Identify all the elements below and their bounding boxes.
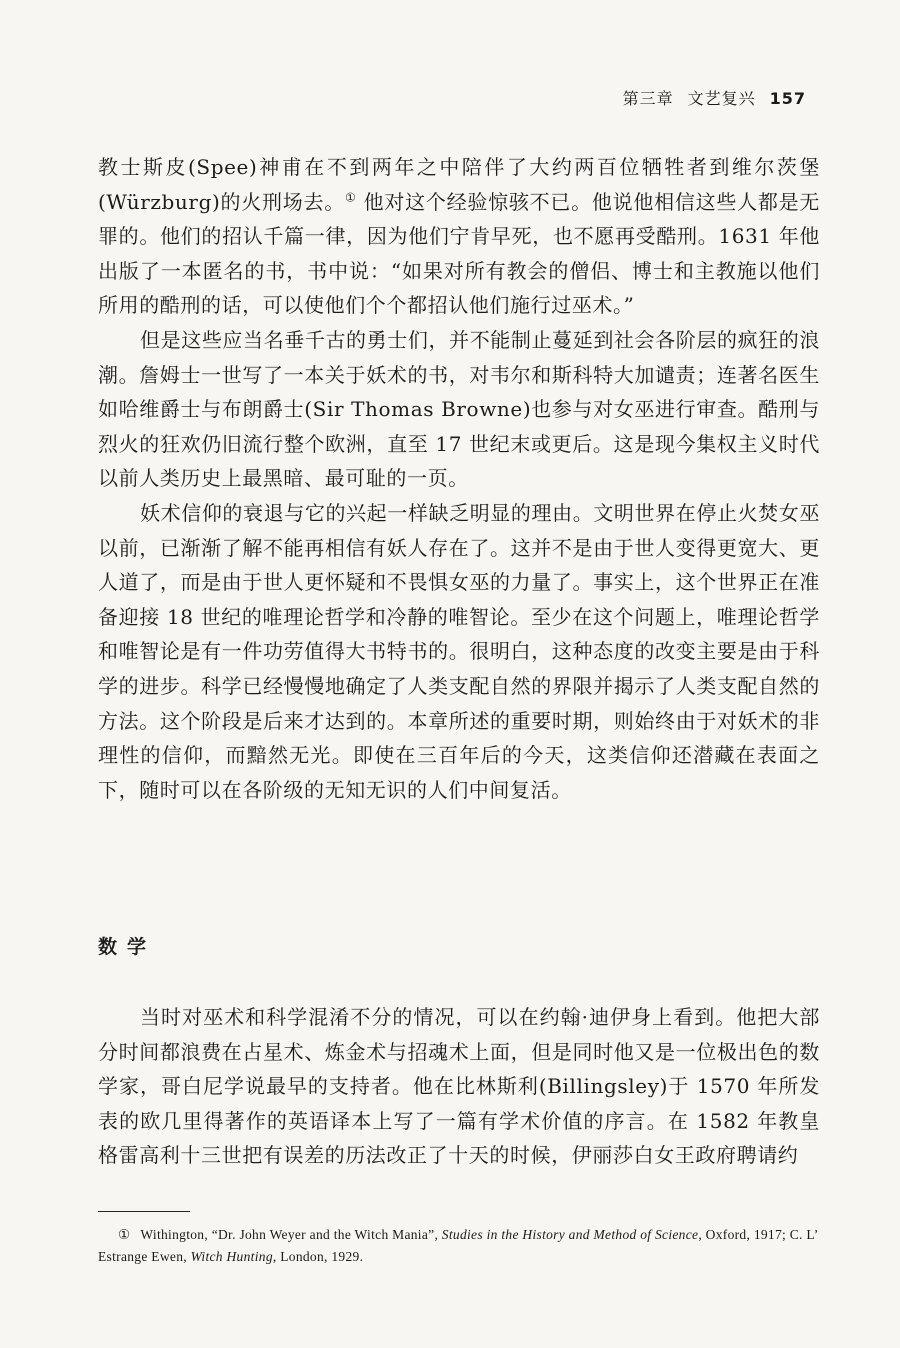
paragraph-1-rest: 他对这个经验惊骇不已。他说他相信这些人都是无罪的。他们的招认千篇一律，因为他们宁肯早死，也不愿再受酷刑。1631 年他出版了一本匿名的书，书中说：“如果对所有教会的僧侣、博士和主教施以他们所用的酷刑的话，可以使他们个个都招认他们施行过巫术。” (98, 189, 820, 318)
footnote-text-2: , Oxford, 1917; C. L’ Estrange Ewen, (98, 1227, 818, 1264)
paragraph-2: 但是这些应当名垂千古的勇士们，并不能制止蔓延到社会各阶层的疯狂的浪潮。詹姆士一世写了一本关于妖术的书，对韦尔和斯科特大加谴责；连著名医生如哈维爵士与布朗爵士(Sir Thomas Browne)也参与对女巫进行审查。酷刑与烈火的狂欢仍旧流行整个欧洲，直至 17 世纪末或更后。这是现今集权主义时代以前人类历史上最黑暗、最可耻的一页。 (98, 327, 820, 491)
footnote-text-1: Withington, “Dr. John Weyer and the Witch Mania”, (140, 1227, 442, 1242)
chapter-label: 第三章 (622, 89, 674, 108)
paragraph-1 (98, 150, 820, 323)
paragraph-1-start: 教士斯皮(Spee)神甫在不到两年之中陪伴了大约两百位牺牲者到维尔茨堡(Würzburg)的火刑场去。 (98, 155, 820, 214)
running-head (623, 86, 806, 109)
footnote-title-2: Witch Hunting (190, 1249, 273, 1264)
paragraph-3: 妖术信仰的衰退与它的兴起一样缺乏明显的理由。文明世界在停止火焚女巫以前，已渐渐了解不能再相信有妖人存在了。这并不是由于世人变得更宽大、更人道了，而是由于世人更怀疑和不畏惧女巫的力量了。事实上，这个世界正在准备迎接 18 世纪的唯理论哲学和冷静的唯智论。至少在这个问题上，唯理论哲学和唯智论是有一件功劳值得大书特书的。很明白，这种态度的改变主要是由于科学的进步。科学已经慢慢地确定了人类支配自然的界限并揭示了人类支配自然的方法。这个阶段是后来才达到的。本章所述的重要时期，则始终由于对妖术的非理性的信仰，而黯然无光。即使在三百年后的今天，这类信仰还潜藏在表面之下，随时可以在各阶级的无知无识的人们中间复活。 (98, 500, 820, 802)
body-text-upper (98, 150, 820, 807)
paragraph-4: 当时对巫术和科学混淆不分的情况，可以在约翰·迪伊身上看到。他把大部分时间都浪费在占星术、炼金术与招魂术上面，但是同时他又是一位极出色的数学家，哥白尼学说最早的支持者。他在比林斯利(Billingsley)于 1570 年所发表的欧几里得著作的英语译本上写了一篇有学术价值的序言。在 1582 年教皇格雷高利十三世把有误差的历法改正了十天的时候，伊丽莎白女王政府聘请约 (98, 1005, 820, 1168)
footnote-text-3: , London, 1929. (272, 1249, 364, 1264)
body-text-lower (98, 1000, 820, 1173)
footnote-title-1: Studies in the History and Method of Science (441, 1227, 699, 1242)
page-number: 157 (769, 89, 806, 108)
footnote (98, 1224, 820, 1268)
section-heading: 数学 (98, 936, 157, 958)
section-title: 文艺复兴 (687, 89, 756, 108)
footnote-marker: ① (118, 1227, 131, 1242)
footnote-reference[interactable]: ① (345, 189, 357, 204)
footnote-divider (98, 1211, 190, 1212)
